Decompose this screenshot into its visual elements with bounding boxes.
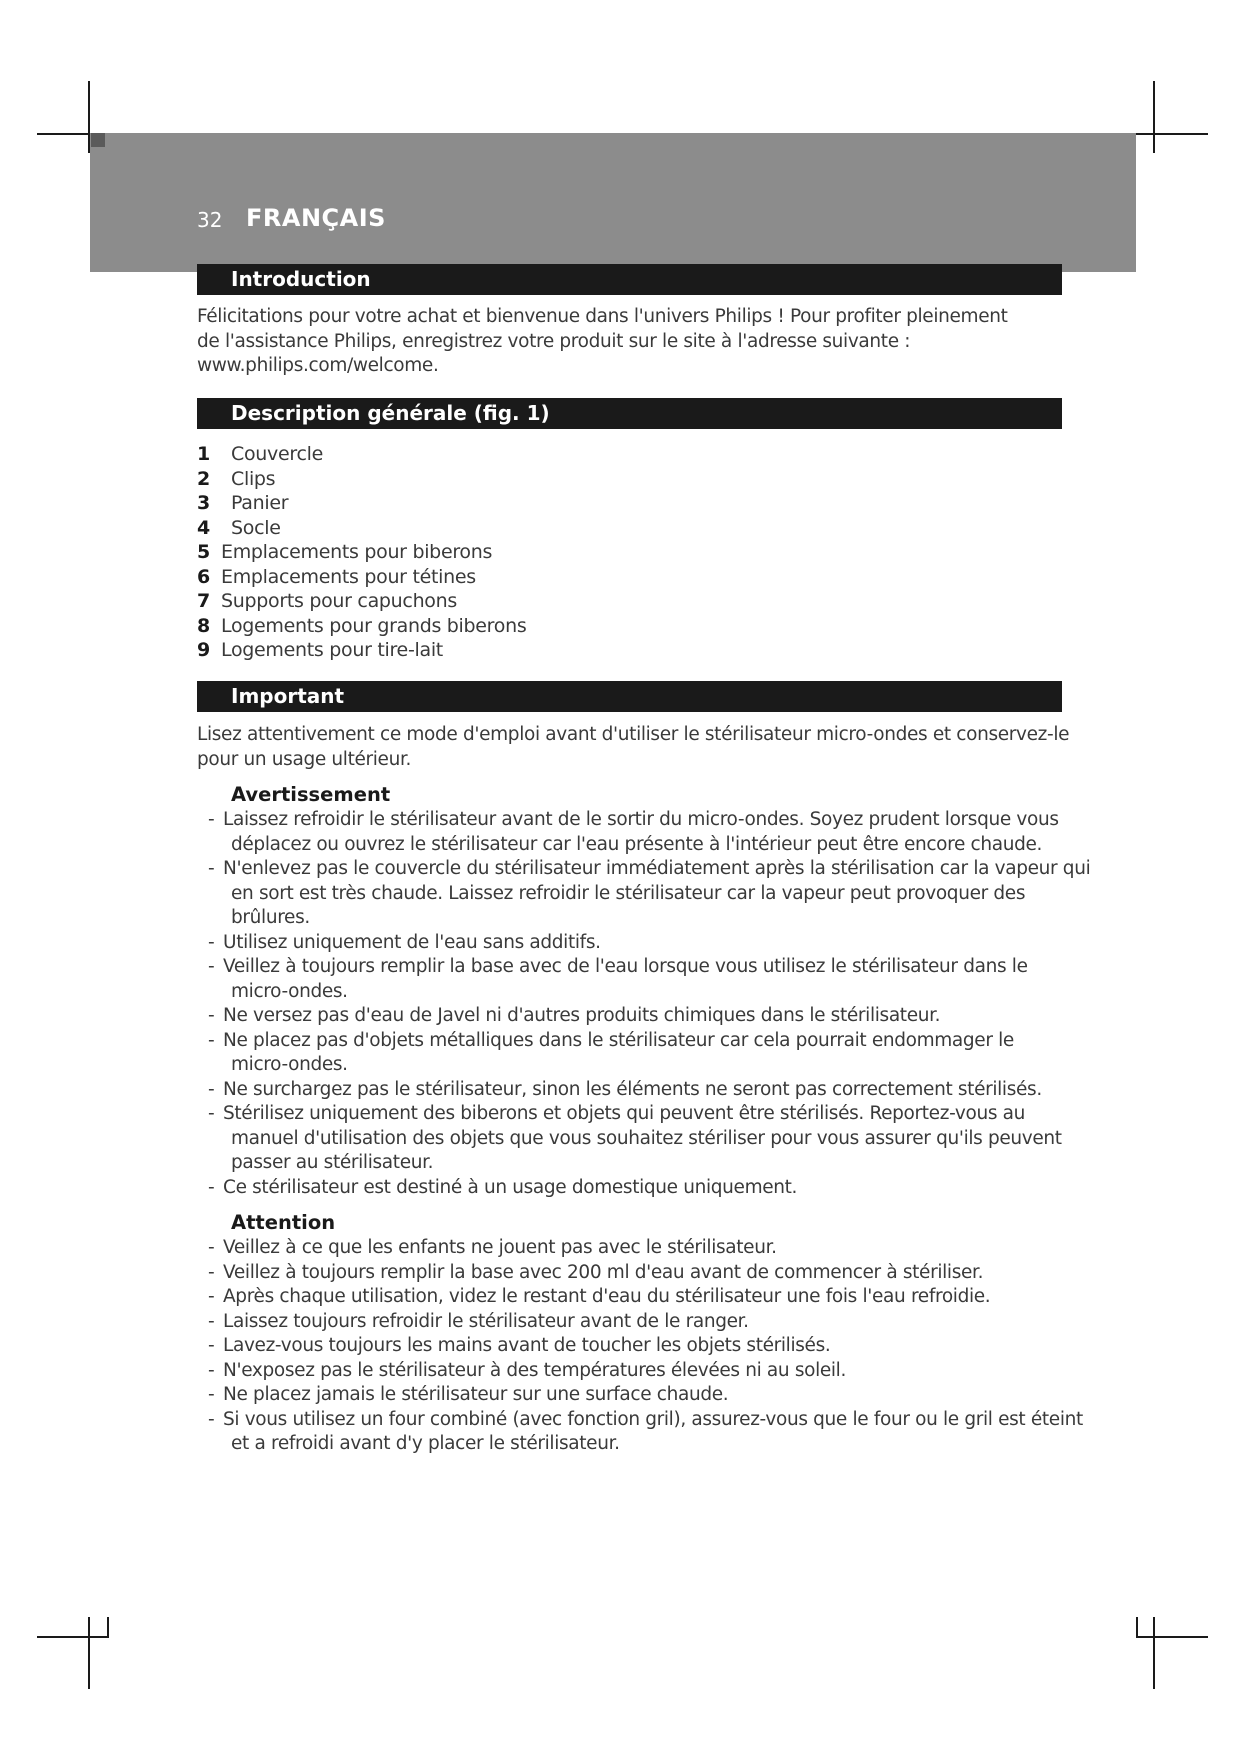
- crop-mark-top-right-horizontal: [1136, 133, 1208, 135]
- list-item: - Veillez à toujours remplir la base avec 200 ml d'eau avant de commencer à stériliser.: [208, 1261, 1078, 1286]
- registration-square: [91, 133, 105, 147]
- language-title: FRANÇAIS: [246, 204, 386, 232]
- item-label: Clips: [231, 467, 276, 490]
- item-label: Supports pour capuchons: [221, 590, 457, 612]
- text-line: pour un usage ultérieur.: [197, 748, 412, 770]
- text-line: Stérilisez uniquement des biberons et objets qui peuvent être stérilisés. Reportez-vous au: [223, 1103, 1026, 1124]
- crop-mark-bottom-left-vertical: [88, 1617, 90, 1689]
- crop-mark-top-right-vertical: [1153, 81, 1155, 153]
- text-line: Laissez toujours refroidir le stérilisateur avant de le ranger.: [223, 1310, 749, 1332]
- list-item: - Utilisez uniquement de l'eau sans additifs.: [208, 931, 1078, 956]
- caution-heading: Attention: [231, 1211, 336, 1234]
- list-item: - Laissez toujours refroidir le stérilisateur avant de le ranger.: [208, 1310, 1078, 1335]
- item-number: 2: [197, 467, 210, 490]
- important-intro: [197, 723, 1077, 772]
- list-item: - Veillez à toujours remplir la base avec de l'eau lorsque vous utilisez le stérilisateur dans le micro-ondes.: [208, 955, 1078, 1004]
- crop-mark-bottom-left-horizontal: [37, 1636, 109, 1638]
- section-heading-important: Important: [197, 681, 1062, 712]
- item-number: 8: [197, 614, 210, 637]
- page-number: 32: [197, 208, 223, 232]
- item-number: 7: [197, 590, 210, 612]
- list-item: - N'exposez pas le stérilisateur à des températures élevées ni au soleil.: [208, 1359, 1078, 1384]
- list-item: - Veillez à ce que les enfants ne jouent pas avec le stérilisateur.: [208, 1236, 1078, 1261]
- item-label: Logements pour tire-lait: [221, 639, 443, 661]
- warning-heading: Avertissement: [231, 783, 391, 806]
- section-heading-description: Description générale (fig. 1): [197, 398, 1062, 429]
- item-number: 9: [197, 639, 210, 661]
- text-line: Ne versez pas d'eau de Javel ni d'autres produits chimiques dans le stérilisateur.: [223, 1005, 941, 1026]
- text-line: manuel d'utilisation des objets que vous souhaitez stériliser pour vous assurer qu'ils peuvent: [231, 1127, 1062, 1149]
- text-line: Ce stérilisateur est destiné à un usage domestique uniquement.: [223, 1176, 798, 1198]
- crop-mark-bottom-left-inner: [107, 1617, 109, 1638]
- list-item: [197, 467, 526, 492]
- list-item: - Si vous utilisez un four combiné (avec fonction gril), assurez-vous que le four ou le gril est éteint et a refroidi avant d'y placer le stérilisateur.: [208, 1408, 1078, 1457]
- item-label: Socle: [231, 516, 281, 539]
- item-label: Panier: [231, 492, 289, 514]
- list-item: - Ne placez jamais le stérilisateur sur une surface chaude.: [208, 1383, 1078, 1408]
- text-line: Veillez à ce que les enfants ne jouent pas avec le stérilisateur.: [223, 1237, 777, 1258]
- list-item: [197, 516, 526, 541]
- list-item: [197, 540, 526, 565]
- list-item: - Après chaque utilisation, videz le restant d'eau du stérilisateur une fois l'eau refroidie.: [208, 1285, 1078, 1310]
- text-line: Veillez à toujours remplir la base avec de l'eau lorsque vous utilisez le stérilisateur dans le: [223, 956, 1028, 977]
- text-line: Utilisez uniquement de l'eau sans additifs.: [223, 931, 601, 953]
- text-line: Ne placez pas d'objets métalliques dans le stérilisateur car cela pourrait endommager le: [223, 1029, 1014, 1051]
- header-band: [90, 133, 1136, 272]
- list-item: - Ne versez pas d'eau de Javel ni d'autres produits chimiques dans le stérilisateur.: [208, 1004, 1078, 1029]
- text-line: passer au stérilisateur.: [231, 1152, 434, 1173]
- text-line: de l'assistance Philips, enregistrez votre produit sur le site à l'adresse suivante :: [197, 330, 911, 352]
- item-number: 1: [197, 443, 210, 465]
- item-label: Couvercle: [231, 443, 323, 465]
- section-heading-introduction: Introduction: [197, 264, 1062, 295]
- crop-mark-bottom-right-inner: [1136, 1617, 1138, 1638]
- text-line: en sort est très chaude. Laissez refroidir le stérilisateur car la vapeur peut provoquer des: [231, 882, 1026, 904]
- introduction-text: [197, 305, 1077, 379]
- text-line: brûlures.: [231, 907, 310, 928]
- text-line: Si vous utilisez un four combiné (avec fonction gril), assurez-vous que le four ou le gril est éteint: [223, 1408, 1083, 1430]
- item-number: 4: [197, 516, 210, 539]
- list-item: - Ne placez pas d'objets métalliques dans le stérilisateur car cela pourrait endommager le micro-ondes.: [208, 1029, 1078, 1078]
- text-line: Lisez attentivement ce mode d'emploi avant d'utiliser le stérilisateur micro-ondes et conservez-le: [197, 724, 1070, 745]
- list-item: [197, 589, 526, 614]
- text-line: Laissez refroidir le stérilisateur avant de le sortir du micro-ondes. Soyez prudent lorsque vous: [223, 809, 1059, 830]
- text-line: www.philips.com/welcome.: [197, 355, 439, 376]
- text-line: Veillez à toujours remplir la base avec 200 ml d'eau avant de commencer à stériliser.: [223, 1261, 984, 1283]
- text-line: Après chaque utilisation, videz le restant d'eau du stérilisateur une fois l'eau refroidie.: [223, 1286, 991, 1307]
- crop-mark-bottom-right-horizontal: [1136, 1636, 1208, 1638]
- text-line: Ne placez jamais le stérilisateur sur une surface chaude.: [223, 1384, 729, 1405]
- warning-list: [208, 808, 1091, 1200]
- list-item: - Ce stérilisateur est destiné à un usage domestique uniquement.: [208, 1176, 1078, 1201]
- list-item: - N'enlevez pas le couvercle du stérilisateur immédiatement après la stérilisation car la vapeur qui en sort est très chaude. Laissez refroidir le stérilisateur car la vapeur peut provoquer des brûlures.: [208, 857, 1078, 931]
- item-number: 5: [197, 541, 210, 563]
- text-line: Lavez-vous toujours les mains avant de toucher les objets stérilisés.: [223, 1335, 831, 1356]
- crop-mark-bottom-right-vertical: [1153, 1617, 1155, 1689]
- list-item: [197, 491, 526, 516]
- list-item: [197, 638, 526, 663]
- list-item: - Ne surchargez pas le stérilisateur, sinon les éléments ne seront pas correctement stérilisés.: [208, 1078, 1078, 1103]
- text-line: et a refroidi avant d'y placer le stérilisateur.: [231, 1433, 620, 1454]
- text-line: Félicitations pour votre achat et bienvenue dans l'univers Philips ! Pour profiter pleinement: [197, 306, 1008, 327]
- list-item: [197, 614, 526, 639]
- item-number: 6: [197, 565, 210, 588]
- item-label: Emplacements pour tétines: [221, 565, 476, 588]
- item-label: Emplacements pour biberons: [221, 541, 493, 563]
- list-item: - Laissez refroidir le stérilisateur avant de le sortir du micro-ondes. Soyez prudent lorsque vous déplacez ou ouvrez le stérilisateur car l'eau présente à l'intérieur peut être encore chaude.: [208, 808, 1078, 857]
- item-number: 3: [197, 492, 210, 514]
- text-line: N'exposez pas le stérilisateur à des températures élevées ni au soleil.: [223, 1359, 847, 1381]
- text-line: micro-ondes.: [231, 980, 348, 1002]
- item-label: Logements pour grands biberons: [221, 614, 527, 637]
- caution-list: [208, 1236, 1083, 1457]
- text-line: micro-ondes.: [231, 1054, 348, 1075]
- list-item: - Lavez-vous toujours les mains avant de toucher les objets stérilisés.: [208, 1334, 1078, 1359]
- list-item: [197, 442, 526, 467]
- text-line: déplacez ou ouvrez le stérilisateur car l'eau présente à l'intérieur peut être encore chaude.: [231, 833, 1043, 855]
- text-line: Ne surchargez pas le stérilisateur, sinon les éléments ne seront pas correctement stérilisés.: [223, 1078, 1042, 1100]
- text-line: N'enlevez pas le couvercle du stérilisateur immédiatement après la stérilisation car la vapeur qui: [223, 858, 1091, 879]
- list-item: - Stérilisez uniquement des biberons et objets qui peuvent être stérilisés. Reportez-vous au manuel d'utilisation des objets que vous souhaitez stériliser pour vous assurer qu'ils peuvent passer au stérilisateur.: [208, 1102, 1078, 1176]
- parts-list: [197, 442, 526, 663]
- list-item: [197, 565, 526, 590]
